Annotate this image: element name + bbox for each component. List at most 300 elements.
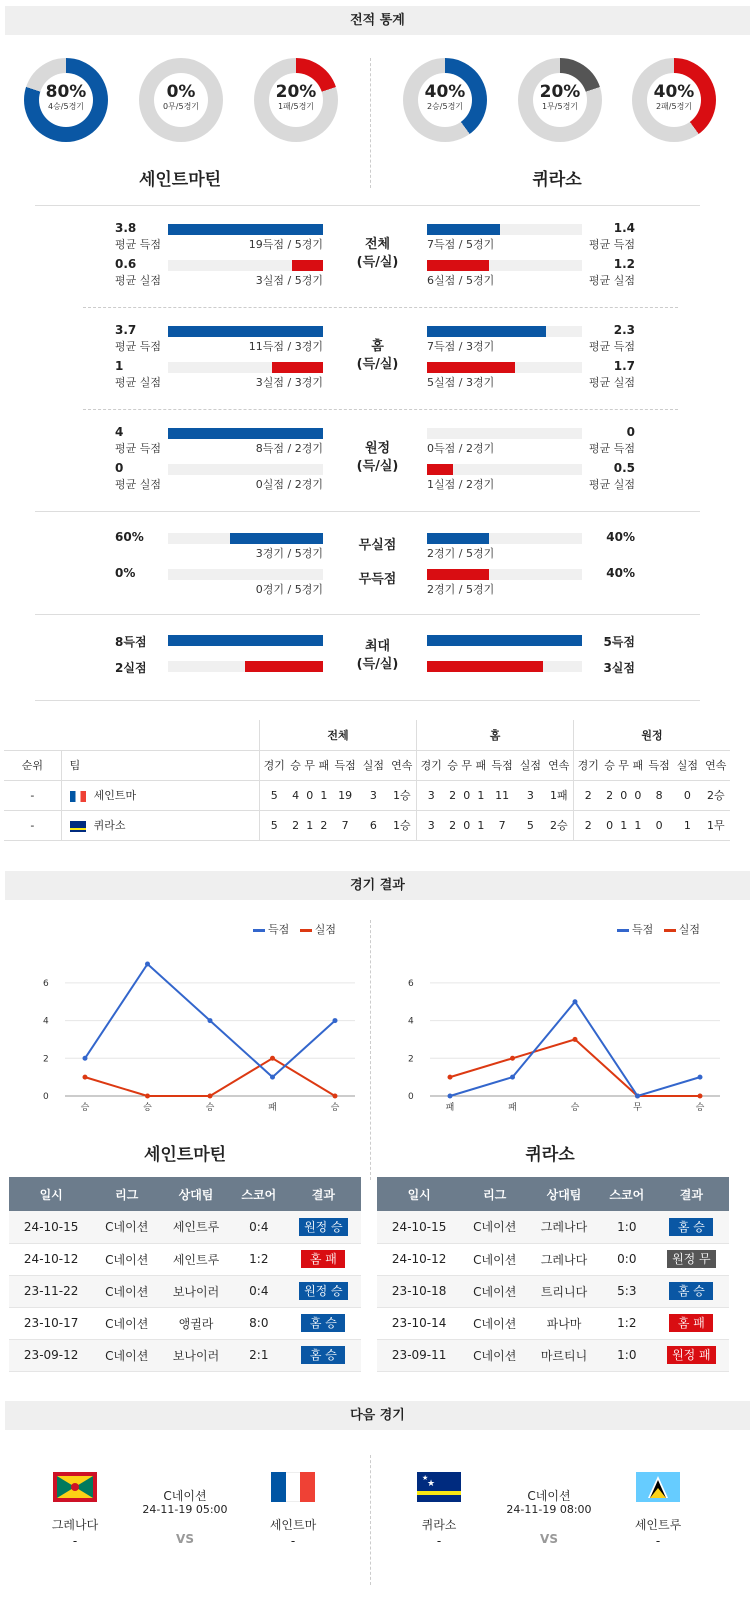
standings-cell: 1 <box>620 818 628 832</box>
results-row[interactable] <box>377 1243 729 1275</box>
bar-track <box>168 260 323 271</box>
left-max-value: 8득점 <box>115 635 147 649</box>
standings-team-name[interactable]: 퀴라소 <box>93 819 126 832</box>
left-count: 11득점 / 3경기 <box>248 340 323 353</box>
result-outcome <box>286 1339 361 1371</box>
curacao-flag-icon <box>70 821 86 832</box>
results-row[interactable] <box>9 1243 361 1275</box>
y-tick-label: 0 <box>43 1092 49 1102</box>
data-point[interactable] <box>573 999 578 1004</box>
grenada-flag-icon <box>53 1472 97 1502</box>
data-point[interactable] <box>510 1075 515 1080</box>
left-count: 3실점 / 5경기 <box>255 274 323 287</box>
standings-cell: 1무 <box>706 819 725 832</box>
bar-track <box>427 533 582 544</box>
left-count: 19득점 / 5경기 <box>248 238 323 251</box>
donut-percent: 80% <box>45 82 87 102</box>
left-avg-label: 평균 득점 <box>115 340 162 353</box>
no-goal-label: 무득점 <box>358 572 397 587</box>
data-point[interactable] <box>83 1056 88 1061</box>
legend-conceded: 실점 <box>678 923 701 936</box>
standings-col-header: 경기 <box>420 759 442 772</box>
max-sublabel: (득/실) <box>356 657 399 672</box>
right-max-value: 5득점 <box>603 635 635 649</box>
donut-sub: 1패/5경기 <box>277 102 315 111</box>
standings-group-row <box>4 720 730 750</box>
right-count: 7득점 / 5경기 <box>427 238 495 251</box>
result-league: C네이션 <box>461 1275 528 1307</box>
standings-cell: 5 <box>270 788 278 802</box>
result-date: 23-10-17 <box>9 1307 93 1339</box>
result-date: 23-10-14 <box>377 1307 461 1339</box>
results-col-header: 일시 <box>9 1177 93 1211</box>
standings-col-header: 승 <box>604 759 615 772</box>
standings-group-1: 홈 <box>417 720 574 750</box>
results-row[interactable] <box>9 1307 361 1339</box>
results-col-header: 리그 <box>461 1177 528 1211</box>
bar-fill <box>168 326 323 337</box>
result-league: C네이션 <box>93 1339 160 1371</box>
standings-cell: 5 <box>526 818 534 832</box>
x-tick-label: 패 <box>508 1103 517 1113</box>
bar-track <box>427 260 582 271</box>
donut-percent: 0% <box>166 82 196 102</box>
bar-track <box>427 326 582 337</box>
donut-percent: 20% <box>539 82 581 102</box>
bar-track <box>168 661 323 672</box>
standings-cell: 1 <box>320 788 328 802</box>
standings-col-header: 패 <box>475 759 487 772</box>
result-outcome <box>654 1307 729 1339</box>
donut-sub: 0무/5경기 <box>162 102 200 111</box>
x-tick-label: 승 <box>205 1103 215 1113</box>
bar-fill <box>245 661 323 672</box>
bar-fill <box>427 260 489 271</box>
right-avg-label: 평균 득점 <box>588 442 635 455</box>
result-opp: 세인트루 <box>160 1211 232 1243</box>
next-home-team[interactable]: 그레나다 <box>51 1518 99 1532</box>
section-divider <box>83 307 678 308</box>
max-label: 최대 <box>364 639 391 654</box>
data-point[interactable] <box>573 1037 578 1042</box>
bar-track <box>168 569 323 580</box>
result-league: C네이션 <box>461 1211 528 1243</box>
right-avg-value: 1.7 <box>613 359 635 373</box>
bar-track <box>168 428 323 439</box>
standings-cell: 1 <box>634 818 642 832</box>
clean-sheet-label: 무실점 <box>358 538 397 553</box>
results-row[interactable] <box>377 1307 729 1339</box>
bar-fill <box>427 362 515 373</box>
left-avg-value: 3.8 <box>115 221 137 235</box>
results-col-header: 상대팀 <box>160 1177 232 1211</box>
team-name-left: 세인트마틴 <box>138 170 222 190</box>
left-count: 3경기 / 5경기 <box>255 547 323 560</box>
left-avg-value: 3.7 <box>115 323 137 337</box>
standings-cell: 1 <box>683 818 691 832</box>
standings-cell: 1 <box>477 788 485 802</box>
bar-track <box>427 661 582 672</box>
results-table-left <box>9 1177 361 1372</box>
results-header-row <box>377 1177 729 1211</box>
standings-cell: 1 <box>306 818 314 832</box>
bar-fill <box>427 326 546 337</box>
standings-cell: - <box>4 810 61 840</box>
right-count: 7득점 / 3경기 <box>427 340 495 353</box>
right-avg-label: 평균 득점 <box>588 238 635 251</box>
data-point[interactable] <box>333 1094 338 1099</box>
right-rate-value: 40% <box>606 566 635 580</box>
result-badge: 홈 승 <box>301 1346 345 1364</box>
left-count: 3실점 / 3경기 <box>255 376 323 389</box>
bar-track <box>427 569 582 580</box>
y-tick-label: 6 <box>408 978 414 989</box>
france-flag-icon <box>271 1472 315 1502</box>
bar-track <box>168 362 323 373</box>
left-count: 0경기 / 5경기 <box>255 583 323 596</box>
donut-percent: 40% <box>653 82 695 102</box>
results-row[interactable] <box>9 1211 361 1243</box>
next-home-sub: - <box>436 1534 442 1548</box>
y-tick-label: 6 <box>43 978 49 989</box>
bar-fill <box>168 428 323 439</box>
section-label: 원정 <box>364 441 391 456</box>
bar-track <box>427 224 582 235</box>
standings-cell: 3 <box>427 788 435 802</box>
standings-cell: 7 <box>341 818 349 832</box>
standings-cell: 1승 <box>388 810 417 840</box>
data-point[interactable] <box>208 1094 213 1099</box>
result-date: 24-10-15 <box>377 1211 461 1243</box>
data-point[interactable] <box>698 1075 703 1080</box>
next-league: C네이션 <box>527 1489 571 1503</box>
data-point[interactable] <box>83 1075 88 1080</box>
bar-fill <box>427 464 453 475</box>
bar-track <box>427 428 582 439</box>
left-rate-value: 60% <box>115 530 144 544</box>
results-header-row <box>9 1177 361 1211</box>
data-point[interactable] <box>333 1018 338 1023</box>
result-outcome <box>286 1275 361 1307</box>
standings-col-header: 연속 <box>388 750 417 780</box>
data-point[interactable] <box>635 1094 640 1099</box>
right-avg-label: 평균 득점 <box>588 340 635 353</box>
result-outcome <box>286 1307 361 1339</box>
result-league: C네이션 <box>93 1211 160 1243</box>
france-flag-icon <box>70 791 86 802</box>
standings-team[interactable] <box>61 780 259 810</box>
divider <box>370 920 371 1180</box>
result-badge: 홈 패 <box>301 1250 345 1268</box>
standings-cell: 1승 <box>388 780 417 810</box>
standings-col-header: 연속 <box>545 750 574 780</box>
team-name-right: 퀴라소 <box>525 1145 575 1165</box>
standings-cell: 2 <box>606 788 614 802</box>
right-count: 2경기 / 5경기 <box>427 547 495 560</box>
bar-track <box>427 635 582 646</box>
data-point[interactable] <box>270 1056 275 1061</box>
result-score: 2:1 <box>232 1339 286 1371</box>
right-count: 2경기 / 5경기 <box>427 583 495 596</box>
bar-track <box>427 362 582 373</box>
data-point[interactable] <box>510 1056 515 1061</box>
right-avg-value: 1.4 <box>613 221 635 235</box>
result-outcome <box>286 1211 361 1243</box>
right-avg-label: 평균 실점 <box>588 376 635 389</box>
left-count: 0실점 / 2경기 <box>255 478 323 491</box>
result-date: 24-10-15 <box>9 1211 93 1243</box>
result-league: C네이션 <box>461 1339 528 1371</box>
result-badge: 원정 무 <box>667 1250 716 1268</box>
result-score: 1:0 <box>600 1339 654 1371</box>
result-badge: 홈 승 <box>301 1314 345 1332</box>
result-league: C네이션 <box>461 1243 528 1275</box>
standings-col-header: 득점 <box>334 759 356 772</box>
section-label: 홈 <box>371 339 384 354</box>
bar-track <box>168 224 323 235</box>
result-badge: 원정 패 <box>667 1346 716 1364</box>
bar-track <box>168 464 323 475</box>
standings-cell: 2 <box>584 818 592 832</box>
standings-cell: - <box>4 780 61 810</box>
result-opp: 마르티니 <box>528 1339 600 1371</box>
right-avg-value: 0.5 <box>613 461 635 475</box>
chart-legend-right <box>617 921 700 937</box>
y-tick-label: 2 <box>408 1054 414 1065</box>
team-name-left: 세인트마틴 <box>143 1145 227 1165</box>
results-col-header: 상대팀 <box>528 1177 600 1211</box>
standings-cell: 2 <box>292 818 300 832</box>
results-col-header: 일시 <box>377 1177 461 1211</box>
x-tick-label: 승 <box>330 1103 340 1113</box>
results-row[interactable] <box>377 1339 729 1371</box>
standings-cell: 2승 <box>706 789 725 802</box>
results-table-right <box>377 1177 729 1372</box>
next-home-team[interactable]: 퀴라소 <box>421 1518 457 1532</box>
result-opp: 앵귈라 <box>160 1307 232 1339</box>
bar-fill <box>292 260 323 271</box>
section-sublabel: (득/실) <box>356 255 399 270</box>
result-opp: 트리니다 <box>528 1275 600 1307</box>
team-name-right: 퀴라소 <box>532 170 582 190</box>
bar-track <box>427 464 582 475</box>
data-point[interactable] <box>448 1094 453 1099</box>
vs-label: VS <box>176 1532 194 1546</box>
result-date: 23-11-22 <box>9 1275 93 1307</box>
bar-fill <box>230 533 323 544</box>
donut-sub: 2승/5경기 <box>426 102 464 111</box>
standings-cell: 2 <box>320 818 328 832</box>
standings-group-2: 원정 <box>641 728 663 742</box>
left-max-value: 2실점 <box>115 661 147 675</box>
results-header: 경기 결과 <box>5 871 750 900</box>
left-avg-label: 평균 실점 <box>115 478 162 491</box>
result-score: 0:4 <box>232 1211 286 1243</box>
bar-fill <box>168 635 323 646</box>
x-tick-label: 무 <box>633 1103 642 1113</box>
result-badge: 홈 패 <box>669 1314 713 1332</box>
standings-col-header: 무 <box>304 759 316 772</box>
standings-cell: 0 <box>655 818 663 832</box>
standings-cell: 8 <box>655 788 663 802</box>
standings-cell: 0 <box>606 818 614 832</box>
section-divider <box>35 700 700 701</box>
result-score: 0:4 <box>232 1275 286 1307</box>
standings-cell: 11 <box>495 788 510 802</box>
left-avg-label: 평균 득점 <box>115 442 162 455</box>
result-opp: 보나이러 <box>160 1339 232 1371</box>
data-point[interactable] <box>145 1094 150 1099</box>
result-badge: 원정 승 <box>299 1218 348 1236</box>
standings-cell: 0 <box>306 788 314 802</box>
bar-fill <box>427 635 582 646</box>
next-league: C네이션 <box>163 1489 207 1503</box>
stats-header: 전적 통계 <box>5 6 750 35</box>
vs-label: VS <box>540 1532 558 1546</box>
right-avg-label: 평균 실점 <box>588 274 635 287</box>
x-tick-label: 승 <box>570 1103 580 1113</box>
standings-cell: 6 <box>369 818 377 832</box>
result-outcome <box>654 1339 729 1371</box>
standings-col-header: 실점 <box>362 759 385 772</box>
result-date: 23-09-12 <box>9 1339 93 1371</box>
standings-team[interactable] <box>61 810 259 840</box>
left-avg-label: 평균 득점 <box>115 238 162 251</box>
next-away-team[interactable]: 세인트루 <box>634 1518 682 1532</box>
standings-cell: 0 <box>620 788 628 802</box>
result-opp: 세인트루 <box>160 1243 232 1275</box>
data-point[interactable] <box>208 1018 213 1023</box>
standings-cell: 2승 <box>545 810 574 840</box>
right-avg-value: 2.3 <box>613 323 635 337</box>
donut-center <box>533 73 587 127</box>
result-badge: 원정 승 <box>299 1282 348 1300</box>
data-point[interactable] <box>698 1094 703 1099</box>
standings-col-header: 무 <box>618 759 630 772</box>
data-point[interactable] <box>448 1075 453 1080</box>
next-away-team[interactable]: 세인트마 <box>269 1518 317 1532</box>
right-count: 1실점 / 2경기 <box>427 478 495 491</box>
result-badge: 홈 승 <box>669 1218 713 1236</box>
result-outcome <box>286 1243 361 1275</box>
donut-center <box>154 73 208 127</box>
legend-conceded-swatch <box>300 929 312 932</box>
result-score: 1:0 <box>600 1211 654 1243</box>
standings-spacer <box>4 720 260 750</box>
stat-donut <box>403 58 487 142</box>
stat-donut <box>518 58 602 142</box>
next-home-sub: - <box>72 1534 78 1548</box>
bar-track <box>168 533 323 544</box>
result-score: 0:0 <box>600 1243 654 1275</box>
next-header: 다음 경기 <box>5 1401 750 1430</box>
standings-cell: 2 <box>449 788 457 802</box>
standings-cell: 7 <box>498 818 506 832</box>
right-max-value: 3실점 <box>603 661 635 675</box>
legend-conceded: 실점 <box>314 923 337 936</box>
results-col-header: 리그 <box>93 1177 160 1211</box>
results-row[interactable] <box>377 1211 729 1243</box>
next-away-sub: - <box>655 1534 661 1548</box>
standings-group-0: 전체 <box>260 720 417 750</box>
data-point[interactable] <box>270 1075 275 1080</box>
donut-sub: 4승/5경기 <box>47 102 85 111</box>
data-point[interactable] <box>145 962 150 967</box>
result-outcome <box>654 1211 729 1243</box>
legend-scored-swatch <box>253 929 265 932</box>
series-line <box>450 1002 700 1096</box>
standings-cell: 2 <box>449 818 457 832</box>
bar-fill <box>272 362 323 373</box>
next-time: 24-11-19 08:00 <box>506 1503 592 1516</box>
left-avg-label: 평균 실점 <box>115 376 162 389</box>
standings-team-name[interactable]: 세인트마 <box>93 789 137 802</box>
standings-cell: 3 <box>427 818 435 832</box>
donut-sub: 1무/5경기 <box>541 102 579 111</box>
left-rate-value: 0% <box>115 566 136 580</box>
results-row[interactable] <box>9 1339 361 1371</box>
result-date: 24-10-12 <box>377 1243 461 1275</box>
right-avg-label: 평균 실점 <box>588 478 635 491</box>
right-count: 6실점 / 5경기 <box>427 274 495 287</box>
x-tick-label: 승 <box>143 1103 152 1113</box>
result-opp: 보나이러 <box>160 1275 232 1307</box>
legend-scored: 득점 <box>268 923 290 936</box>
curacao-flag-icon: ★ ★ <box>417 1472 461 1502</box>
standings-cell: 5 <box>270 818 278 832</box>
standings-row <box>4 780 730 810</box>
result-league: C네이션 <box>93 1275 160 1307</box>
right-count: 5실점 / 3경기 <box>427 376 495 389</box>
saint-lucia-flag-icon <box>636 1472 680 1502</box>
result-score: 1:2 <box>232 1243 286 1275</box>
x-tick-label: 패 <box>445 1103 455 1113</box>
section-sublabel: (득/실) <box>356 357 399 372</box>
result-opp: 그레나다 <box>528 1243 600 1275</box>
next-away-sub: - <box>290 1534 296 1548</box>
result-date: 24-10-12 <box>9 1243 93 1275</box>
result-opp: 그레나다 <box>528 1211 600 1243</box>
results-row[interactable] <box>377 1275 729 1307</box>
bar-fill <box>427 533 489 544</box>
donut-percent: 40% <box>424 82 466 102</box>
standings-col-header: 경기 <box>263 759 285 772</box>
right-avg-value: 1.2 <box>613 257 635 271</box>
section-divider <box>35 511 700 512</box>
results-row[interactable] <box>9 1275 361 1307</box>
standings-cell: 19 <box>338 788 353 802</box>
legend-conceded-swatch <box>664 929 676 932</box>
y-tick-label: 2 <box>43 1054 49 1065</box>
divider <box>370 1455 371 1585</box>
result-league: C네이션 <box>93 1307 160 1339</box>
result-league: C네이션 <box>93 1243 160 1275</box>
result-league: C네이션 <box>461 1307 528 1339</box>
series-line <box>85 1058 335 1096</box>
standings-cell: 0 <box>683 788 691 802</box>
standings-cell: 4 <box>292 788 300 802</box>
next-time: 24-11-19 05:00 <box>142 1503 228 1516</box>
standings-cell: 0 <box>634 788 642 802</box>
standings-table <box>4 720 730 841</box>
left-avg-label: 평균 실점 <box>115 274 162 287</box>
standings-col-header: 득점 <box>648 759 670 772</box>
result-outcome <box>654 1275 729 1307</box>
result-date: 23-09-11 <box>377 1339 461 1371</box>
standings-col-header: 순위 <box>4 750 61 780</box>
section-sublabel: (득/실) <box>356 459 399 474</box>
standings-col-header: 승 <box>447 759 458 772</box>
